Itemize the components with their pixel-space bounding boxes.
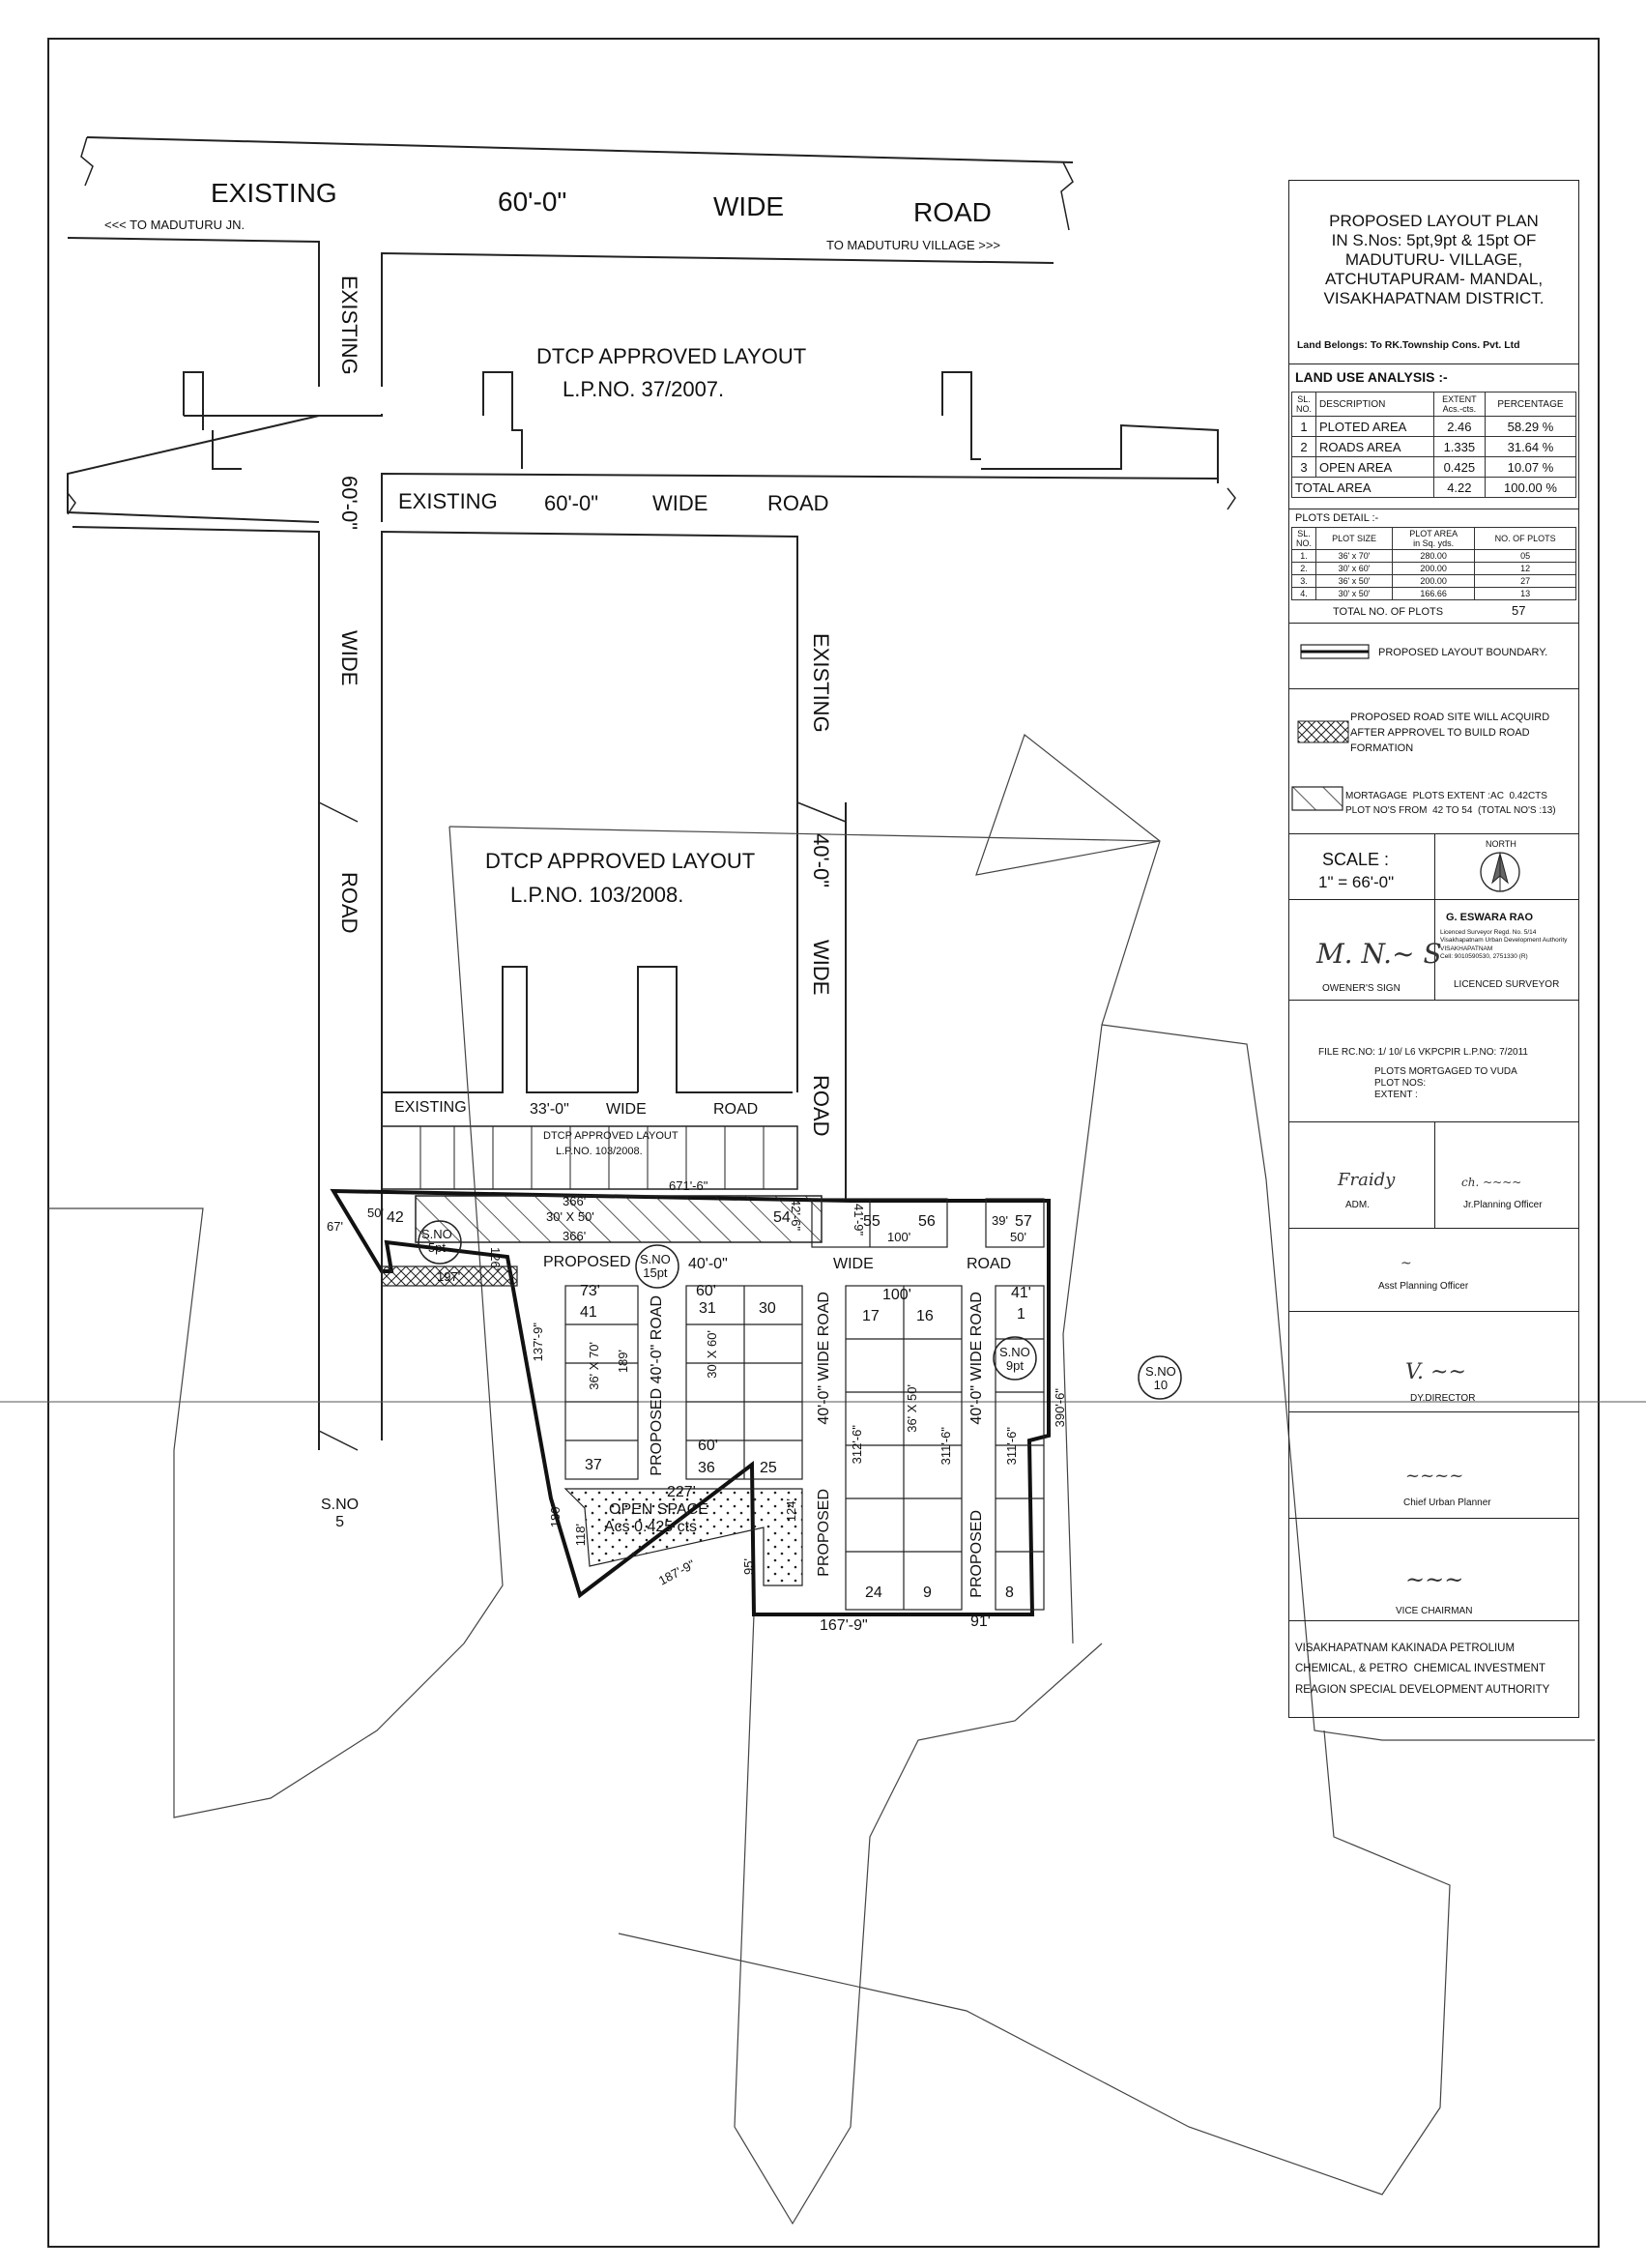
legend-box <box>1289 689 1578 834</box>
cell: 58.29 % <box>1485 417 1575 437</box>
plot-37: 37 <box>585 1457 602 1473</box>
wide-road-v1: 40'-0" WIDE ROAD <box>816 1292 832 1425</box>
proposed-road-road: ROAD <box>967 1256 1012 1272</box>
plot-36: 36 <box>698 1460 715 1476</box>
dim-311-6-b: 311'-6" <box>1004 1427 1019 1466</box>
mid-road-wide: WIDE <box>652 491 708 515</box>
mortgaged-to: PLOTS MORTGAGED TO VUDA PLOT NOS: EXTENT : <box>1374 1066 1517 1100</box>
file-no: FILE RC.NO: 1/ 10/ L6 VKPCPIR L.P.NO: 7/2011 <box>1318 1047 1528 1058</box>
dy-director-label: DY.DIRECTOR <box>1410 1393 1476 1404</box>
asst-planning-box <box>1289 1229 1578 1312</box>
adm-label: ADM. <box>1345 1200 1370 1210</box>
break-symbol <box>81 137 93 186</box>
plot-41: 41 <box>580 1304 597 1321</box>
cell: 1 <box>1292 417 1316 437</box>
dim-41-9: 41'-9" <box>852 1204 866 1236</box>
cell: 3 <box>1292 457 1316 478</box>
cell: 0.425 <box>1433 457 1485 478</box>
land-use-box <box>1289 364 1578 509</box>
sno-15pt: S.NO 15pt <box>640 1252 671 1281</box>
layout-103-title: DTCP APPROVED LAYOUT <box>485 849 756 873</box>
open-space-label: OPEN SPACE <box>609 1501 708 1518</box>
layout-37-lp: L.P.NO. 37/2007. <box>563 377 725 401</box>
plot-notch <box>638 967 793 1092</box>
dim-197: 197' <box>437 1269 461 1284</box>
dim-189: 189' <box>616 1350 630 1374</box>
top-road-south-edge-left <box>68 238 319 387</box>
break-symbol <box>1061 162 1073 230</box>
dim-390-6: 390'-6" <box>1053 1388 1067 1428</box>
dim-180: 180' <box>548 1504 563 1528</box>
plot-16: 16 <box>916 1308 934 1324</box>
dim-137-9: 137'-9" <box>531 1323 545 1362</box>
north-label: NORTH <box>1486 839 1516 849</box>
plot-17: 17 <box>862 1308 880 1324</box>
cell: 4. <box>1292 588 1316 600</box>
cell: 3. <box>1292 575 1316 588</box>
cell: 1.335 <box>1433 437 1485 457</box>
road33-wide: WIDE <box>606 1101 647 1118</box>
vert-60: 60'-0" <box>337 476 361 531</box>
cell: 36' x 70' <box>1316 550 1393 563</box>
plot-42: 42 <box>387 1209 404 1226</box>
cell: 2.46 <box>1433 417 1485 437</box>
cell: 05 <box>1475 550 1576 563</box>
vert-existing-right: EXISTING <box>809 633 833 733</box>
panel-title: PROPOSED LAYOUT PLAN IN S.Nos: 5pt,9pt & 15pt OF MADUTURU- VILLAGE, ATCHUTAPURAM- MANDAL, VISAKHAPATNAM DISTRICT. <box>1323 212 1545 308</box>
adm-signature: Fraidy <box>1338 1170 1396 1190</box>
divider <box>1434 834 1435 899</box>
plots-detail-table <box>1291 527 1576 600</box>
cell: 36' x 50' <box>1316 575 1393 588</box>
survey-line-south2 <box>619 1730 1450 2195</box>
dim-41: 41' <box>1011 1285 1031 1301</box>
panel-title-box <box>1289 181 1578 364</box>
sno-5pt: S.NO 5pt <box>421 1227 452 1256</box>
title-panel <box>1288 180 1579 1718</box>
proposed-road-wide: WIDE <box>833 1256 874 1272</box>
dim-50-b: 50' <box>1010 1230 1026 1244</box>
adm-box <box>1289 1122 1578 1229</box>
pl-col-sl: SL. NO. <box>1292 528 1316 550</box>
dim-227: 227' <box>667 1484 696 1500</box>
dim-36x70: 36' X 70' <box>587 1342 601 1390</box>
divider <box>1434 1122 1435 1228</box>
dim-73: 73' <box>580 1283 600 1299</box>
proposed-v1: PROPOSED <box>816 1489 832 1577</box>
mid-road-existing: EXISTING <box>398 489 498 513</box>
top-road-wide: WIDE <box>713 191 785 221</box>
small-layout-title: DTCP APPROVED LAYOUT <box>543 1130 679 1142</box>
cell: ROADS AREA <box>1316 437 1434 457</box>
total-plots-value: 57 <box>1512 603 1526 618</box>
plot-notch <box>184 372 242 469</box>
dim-60-a: 60' <box>696 1283 716 1299</box>
to-maduturu-village: TO MADUTURU VILLAGE >>> <box>826 238 1001 252</box>
table-row <box>1292 417 1576 437</box>
survey-line-south <box>735 1614 1102 2224</box>
cell: 27 <box>1475 575 1576 588</box>
total-area-value: 4.22 <box>1433 478 1485 498</box>
plot-56: 56 <box>918 1213 936 1230</box>
plot-30: 30 <box>759 1300 776 1317</box>
sno-5: S.NO 5 <box>321 1497 360 1531</box>
top-road-north-edge <box>87 137 1073 162</box>
layout-37-east <box>981 425 1218 483</box>
road33-existing: EXISTING <box>394 1099 467 1116</box>
road-site-legend: PROPOSED ROAD SITE WILL ACQUIRD AFTER APPROVEL TO BUILD ROAD FORMATION <box>1350 712 1550 754</box>
vert-wide-right: WIDE <box>809 940 833 996</box>
plot-54: 54 <box>773 1209 791 1226</box>
road33-road: ROAD <box>713 1101 759 1118</box>
proposed-road-width: 40'-0" <box>688 1256 728 1272</box>
break-symbol <box>1227 488 1235 509</box>
mortgage-hatch-icon <box>1291 786 1344 813</box>
surveyor-stamp: Licenced Surveyor Regd. No. 5/14 Visakhapatnam Urban Development Authority VISAKHAPATNAM Cell: 9010590530, 2751330 (R) <box>1440 929 1568 961</box>
table-row <box>1292 457 1576 478</box>
chief-planner-label: Chief Urban Planner <box>1403 1497 1491 1508</box>
road33-width: 33'-0" <box>530 1101 569 1118</box>
break-symbol <box>68 493 75 514</box>
land-use-header-row <box>1292 393 1576 417</box>
scale-label: SCALE : <box>1322 850 1390 869</box>
asst-planning-signature: ~ <box>1401 1256 1412 1271</box>
layout-103-block <box>382 967 638 1092</box>
mid-road-road: ROAD <box>767 491 829 515</box>
dim-95: 95' <box>741 1558 756 1575</box>
to-maduturu-jn: <<< TO MADUTURU JN. <box>104 218 245 232</box>
vert-40: 40'-0" <box>809 833 833 888</box>
plot-55: 55 <box>863 1213 881 1230</box>
plot-8: 8 <box>1005 1585 1014 1601</box>
dy-director-box <box>1289 1312 1578 1412</box>
plot-1: 1 <box>1017 1306 1025 1323</box>
break-symbol <box>797 802 846 822</box>
dim-312-6: 312'-6" <box>850 1425 864 1465</box>
cell: PLOTED AREA <box>1316 417 1434 437</box>
dim-50: 50' <box>367 1206 384 1220</box>
asst-planning-label: Asst Planning Officer <box>1378 1281 1469 1292</box>
pl-col-count: NO. OF PLOTS <box>1475 528 1576 550</box>
scale-box <box>1289 834 1578 900</box>
vert-road: ROAD <box>337 872 361 934</box>
chief-planner-box <box>1289 1412 1578 1519</box>
dim-91: 91' <box>970 1614 991 1630</box>
vice-chairman-signature: ~~~ <box>1405 1566 1464 1593</box>
boundary-legend-box <box>1289 624 1578 689</box>
proposed-road-proposed: PROPOSED <box>543 1254 631 1270</box>
open-space-acs: Acs 0.425 cts <box>604 1519 698 1535</box>
cell: 166.66 <box>1393 588 1475 600</box>
table-row <box>1292 437 1576 457</box>
dim-60-b: 60' <box>698 1438 718 1454</box>
cell: 2. <box>1292 563 1316 575</box>
plot-31: 31 <box>699 1300 716 1317</box>
proposed-v2: PROPOSED <box>968 1510 985 1598</box>
plot-25: 25 <box>760 1460 777 1476</box>
survey-line-west <box>48 827 503 1817</box>
dim-42-6: 42'-6" <box>789 1199 803 1232</box>
total-area-pct: 100.00 % <box>1485 478 1575 498</box>
top-road-width: 60'-0" <box>498 187 567 217</box>
pl-col-size: PLOT SIZE <box>1316 528 1393 550</box>
proposed-40-road-v: PROPOSED 40'-0" ROAD <box>649 1295 665 1476</box>
small-layout-lp: L.P.NO. 103/2008. <box>556 1146 643 1157</box>
total-area-row <box>1292 478 1576 498</box>
surveyor-box <box>1289 900 1578 1001</box>
cell: 12 <box>1475 563 1576 575</box>
cell: 30' x 50' <box>1316 588 1393 600</box>
dim-39: 39' <box>992 1213 1008 1228</box>
cell: 30' x 60' <box>1316 563 1393 575</box>
total-plots-label: TOTAL NO. OF PLOTS <box>1333 606 1444 618</box>
vice-chairman-box <box>1289 1519 1578 1621</box>
chief-planner-signature: ~~~~ <box>1405 1466 1464 1486</box>
dim-124: 124' <box>784 1498 798 1523</box>
licenced-surveyor-label: LICENCED SURVEYOR <box>1454 979 1560 990</box>
north-arrow-icon <box>1478 850 1522 894</box>
lu-col-pct: PERCENTAGE <box>1485 393 1575 417</box>
cell: 13 <box>1475 588 1576 600</box>
dim-366-bottom: 366' <box>563 1229 587 1243</box>
road-site-hatch-icon <box>1297 720 1350 745</box>
mortgage-plots-strip <box>416 1196 822 1242</box>
land-use-table <box>1291 392 1576 498</box>
jr-planning-label: Jr.Planning Officer <box>1463 1200 1543 1210</box>
top-road-existing: EXISTING <box>211 178 337 208</box>
cell: 200.00 <box>1393 575 1475 588</box>
plot-notch <box>483 372 522 469</box>
cell: OPEN AREA <box>1316 457 1434 478</box>
sno-9pt: S.NO 9pt <box>999 1345 1030 1374</box>
mid-road-south-west <box>72 527 319 802</box>
dim-187-9: 187'-9" <box>655 1556 698 1588</box>
land-use-heading: LAND USE ANALYSIS :- <box>1295 369 1448 385</box>
dim-30x50: 30' X 50' <box>546 1209 594 1224</box>
table-row <box>1292 550 1576 563</box>
pl-col-area: PLOT AREA in Sq. yds. <box>1393 528 1475 550</box>
land-belongs: Land Belongs: To RK.Township Cons. Pvt. Ltd <box>1297 339 1520 351</box>
cell: 280.00 <box>1393 550 1475 563</box>
owner-signature: M. N.~ S <box>1316 938 1442 970</box>
lu-col-extent: EXTENT Acs.-cts. <box>1433 393 1485 417</box>
boundary-legend-text: PROPOSED LAYOUT BOUNDARY. <box>1378 647 1548 658</box>
file-box <box>1289 1001 1578 1122</box>
cell: 2 <box>1292 437 1316 457</box>
surveyor-name: G. ESWARA RAO <box>1446 912 1534 923</box>
dim-167-9: 167'-9" <box>820 1617 868 1634</box>
mid-road-north <box>184 414 382 416</box>
dim-366-top: 366' <box>563 1194 587 1208</box>
dim-671-6: 671'-6" <box>669 1178 708 1193</box>
plot-9: 9 <box>923 1585 932 1601</box>
layout-37-title: DTCP APPROVED LAYOUT <box>536 344 807 368</box>
vert-existing-left: EXISTING <box>337 276 361 375</box>
plot-24: 24 <box>865 1585 882 1601</box>
cell: 31.64 % <box>1485 437 1575 457</box>
vice-chairman-label: VICE CHAIRMAN <box>1396 1606 1473 1616</box>
layout-103-lp: L.P.NO. 103/2008. <box>510 883 684 907</box>
plots-header-row <box>1292 528 1576 550</box>
table-row <box>1292 575 1576 588</box>
mid-road-width: 60'-0" <box>544 491 599 515</box>
dim-100-a: 100' <box>887 1230 911 1244</box>
dim-311-6-a: 311'-6" <box>939 1427 953 1466</box>
dy-director-signature: V. ~~ <box>1405 1360 1466 1384</box>
jr-planning-signature: ch. ~~~~ <box>1461 1176 1522 1189</box>
dim-36x50: 36' X 50' <box>905 1384 919 1433</box>
table-row <box>1292 563 1576 575</box>
scale-value: 1" = 66'-0" <box>1318 873 1395 891</box>
table-row <box>1292 588 1576 600</box>
vert-wide: WIDE <box>337 630 361 686</box>
lu-col-sl: SL. NO. <box>1292 393 1316 417</box>
plot-notch <box>942 372 981 459</box>
authority-name: VISAKHAPATNAM KAKINADA PETROLIUM CHEMICAL, & PETRO CHEMICAL INVESTMENT REAGION SPECIAL DEVELOPMENT AUTHORITY <box>1295 1643 1550 1696</box>
plots-detail-heading: PLOTS DETAIL :- <box>1295 512 1379 524</box>
dim-126: 126' <box>488 1247 503 1271</box>
top-road-road: ROAD <box>913 197 992 227</box>
owner-sign-label: OWENER'S SIGN <box>1322 983 1401 994</box>
dim-118: 118' <box>573 1524 588 1547</box>
vert-road-right: ROAD <box>809 1075 833 1137</box>
dim-67: 67' <box>327 1219 343 1234</box>
cell: 200.00 <box>1393 563 1475 575</box>
mortgage-legend: MORTAGAGE PLOTS EXTENT :AC 0.42CTS PLOT NO'S FROM 42 TO 54 (TOTAL NO'S :13) <box>1345 791 1556 816</box>
sno-10: S.NO 10 <box>1145 1364 1176 1393</box>
plot-57: 57 <box>1015 1213 1032 1230</box>
dim-30x60: 30' X 60' <box>705 1330 719 1379</box>
layout-37-block <box>68 416 319 522</box>
total-area-label: TOTAL AREA <box>1292 478 1434 498</box>
cell: 10.07 % <box>1485 457 1575 478</box>
dim-100-b: 100' <box>882 1287 911 1303</box>
mid-road-south-east <box>382 532 797 817</box>
lu-col-desc: DESCRIPTION <box>1316 393 1434 417</box>
plots-detail-box <box>1289 509 1578 624</box>
cell: 1. <box>1292 550 1316 563</box>
wide-road-v2: 40'-0" WIDE ROAD <box>968 1292 985 1425</box>
boundary-line-icon <box>1299 643 1372 662</box>
